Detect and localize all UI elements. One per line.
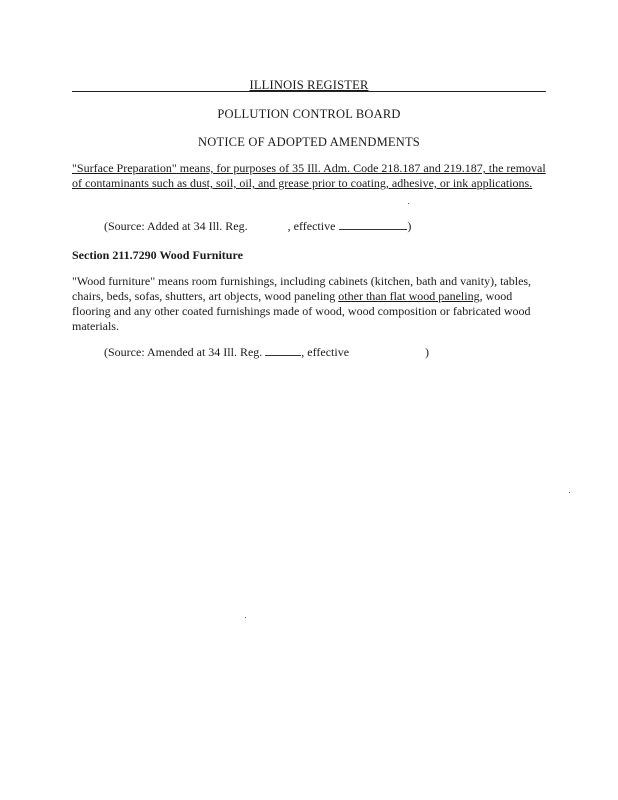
source-2-effective: , effective	[301, 345, 350, 359]
surface-preparation-text: means, for purposes of 35 Ill. Adm. Code 218.187 and 219.187, the removal of contaminants such as dust, soil, oil, and grease prior to coating, adhesive, or ink applications.	[72, 161, 546, 190]
notice-title: NOTICE OF ADOPTED AMENDMENTS	[198, 135, 420, 149]
source-note-1	[104, 219, 544, 234]
wood-furniture-text-before: "Wood furniture" means room furnishings, including cabinets (kitchen, bath and vanity), tables, chairs, beds, sofas, shutters, art objects, wood paneling	[72, 274, 532, 303]
source-1-effective: , effective	[287, 219, 336, 233]
source-1-blank	[339, 219, 407, 230]
surface-preparation-term: "Surface Preparation"	[72, 161, 177, 175]
scan-speck	[408, 203, 409, 204]
wood-furniture-text-underlined: other than flat wood paneling	[338, 289, 480, 303]
scan-speck	[245, 617, 246, 618]
source-2-close: )	[425, 345, 430, 359]
section-heading: Section 211.7290 Wood Furniture	[72, 248, 243, 262]
register-title-text: ILLINOIS REGISTER	[249, 78, 369, 92]
source-2-prefix: (Source: Amended at 34 Ill. Reg.	[104, 345, 263, 359]
source-2-blank-a	[265, 345, 301, 356]
header-rule	[72, 91, 546, 92]
source-1-prefix: (Source: Added at 34 Ill. Reg.	[104, 219, 248, 233]
wood-furniture-definition	[72, 274, 546, 334]
source-2-blank-b	[353, 346, 425, 356]
source-1-close: )	[407, 219, 412, 233]
surface-preparation-definition	[72, 161, 546, 191]
source-note-2	[104, 345, 544, 360]
scan-speck	[569, 492, 570, 493]
board-name: POLLUTION CONTROL BOARD	[217, 107, 401, 121]
wood-furniture-text-after: , wood flooring and any other coated furnishings made of wood, wood composition or fabricated wood materials.	[72, 289, 531, 333]
